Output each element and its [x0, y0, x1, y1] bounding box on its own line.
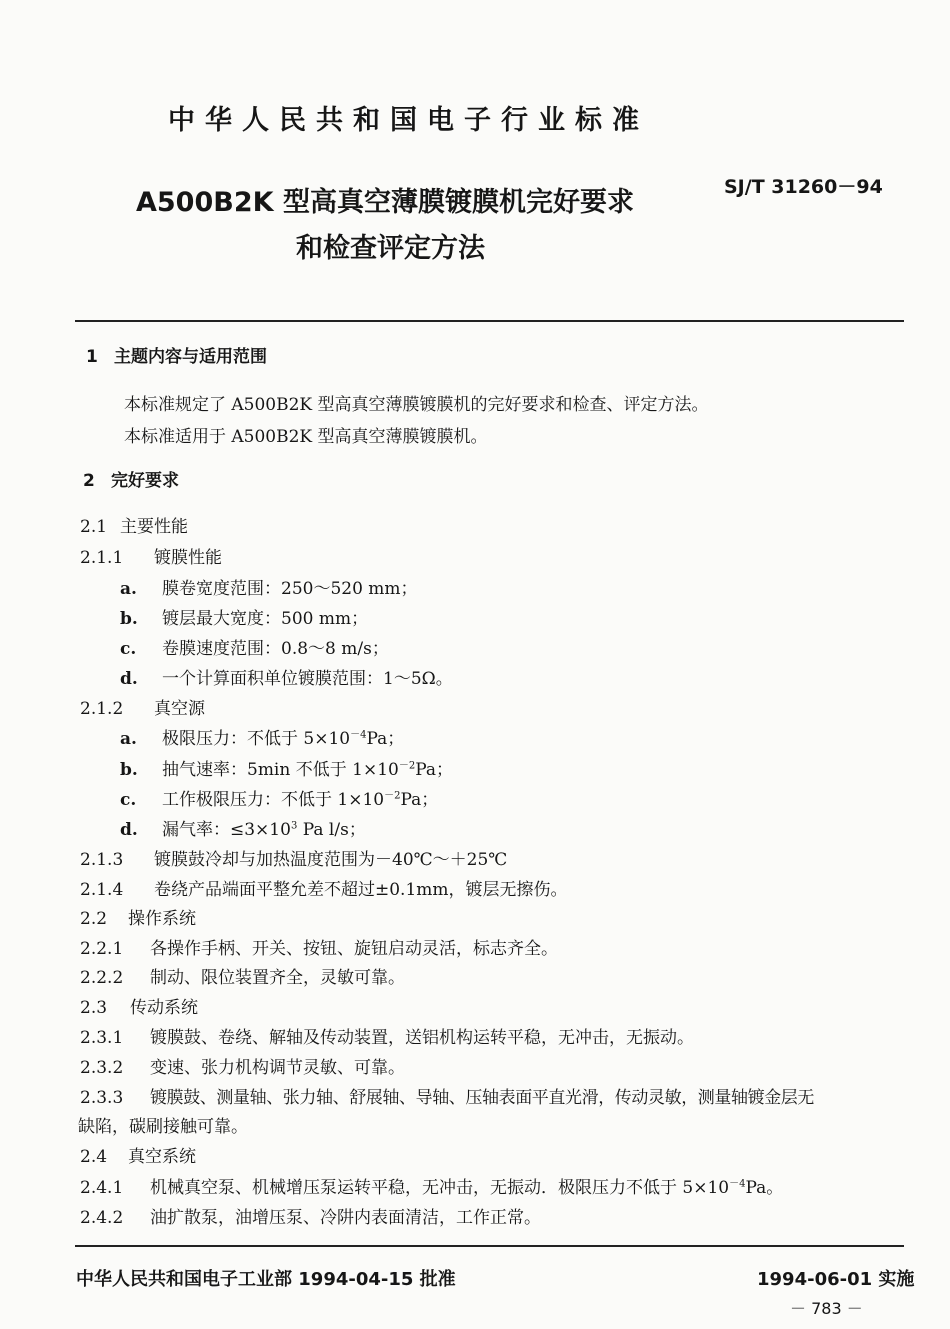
exponent: －4	[350, 729, 367, 741]
item-text: 镀层最大宽度：500 mm；	[162, 609, 369, 629]
approval-line: 中华人民共和国电子工业部 1994-04-15 批准	[76, 1269, 456, 1290]
clause-number: 2.2.1	[80, 939, 124, 959]
clause-text: 镀膜鼓冷却与加热温度范围为－40℃～＋25℃	[154, 850, 508, 870]
clause-text: 制动、限位装置齐全，灵敏可靠。	[150, 968, 405, 988]
clause-text: 镀膜鼓、卷绕、解轴及传动装置，送铝机构运转平稳，无冲击，无振动。	[150, 1028, 694, 1048]
clause-2-4-2	[80, 1203, 541, 1228]
clause-number: 2.4	[80, 1147, 108, 1167]
clause-number: 2.2	[80, 909, 108, 929]
exponent: 3	[290, 820, 298, 832]
clause-2-3	[80, 993, 198, 1018]
clause-2-1	[80, 512, 188, 537]
section-title: 主题内容与适用范围	[114, 347, 267, 367]
effective-date: 1994-06-01 实施	[757, 1269, 915, 1290]
list-item	[120, 664, 453, 689]
clause-number: 2.1.3	[80, 850, 124, 870]
item-label: d.	[120, 820, 138, 840]
clause-2-1-1	[80, 543, 222, 568]
header-divider	[75, 320, 904, 322]
item-text: 卷膜速度范围：0.8～8 m/s；	[162, 639, 389, 659]
clause-2-2	[80, 904, 196, 929]
item-text: 漏气率：≤3×10	[162, 820, 291, 840]
clause-number: 2.1.4	[80, 880, 124, 900]
section-number: 1	[86, 347, 98, 367]
clause-title: 主要性能	[120, 517, 188, 537]
clause-number: 2.3.1	[80, 1028, 124, 1048]
clause-2-2-2	[80, 963, 405, 988]
clause-2-3-3-continuation: 缺陷，碳刷接触可靠。	[78, 1117, 248, 1137]
item-label: d.	[120, 669, 138, 689]
clause-text: 镀膜鼓、测量轴、张力轴、舒展轴、导轴、压轴表面平直光滑，传动灵敏，测量轴镀金层无	[150, 1088, 814, 1108]
item-unit: Pa l/s；	[297, 820, 366, 840]
clause-2-2-1	[80, 934, 558, 959]
clause-title: 操作系统	[128, 909, 196, 929]
list-item	[120, 815, 366, 840]
clause-title: 真空源	[154, 699, 205, 719]
item-label: c.	[120, 790, 137, 810]
section-1-paragraph-2: 本标准适用于 A500B2K 型高真空薄膜镀膜机。	[124, 427, 488, 447]
item-unit: Pa；	[366, 729, 405, 749]
clause-text: 油扩散泵，油增压泵、冷阱内表面清洁，工作正常。	[150, 1208, 541, 1228]
clause-2-3-3	[80, 1083, 814, 1108]
item-text: 抽气速率：5min 不低于 1×10	[162, 760, 399, 780]
item-label: a.	[120, 729, 137, 749]
section-number: 2	[83, 471, 95, 491]
clause-text: 变速、张力机构调节灵敏、可靠。	[150, 1058, 405, 1078]
list-item	[120, 574, 418, 599]
list-item	[120, 604, 368, 629]
exponent: －4	[729, 1178, 746, 1190]
clause-unit: Pa。	[745, 1178, 784, 1198]
clause-number: 2.3.2	[80, 1058, 124, 1078]
clause-number: 2.3	[80, 998, 108, 1018]
clause-text: 机械真空泵、机械增压泵运转平稳，无冲击，无振动．极限压力不低于 5×10	[150, 1178, 730, 1198]
section-1-paragraph-1: 本标准规定了 A500B2K 型高真空薄膜镀膜机的完好要求和检查、评定方法。	[124, 395, 709, 415]
section-1-heading	[86, 342, 267, 367]
clause-number: 2.2.2	[80, 968, 124, 988]
clause-2-1-4	[80, 875, 568, 900]
item-text: 一个计算面积单位镀膜范围：1～5Ω。	[162, 669, 453, 689]
section-2-heading	[83, 466, 179, 491]
exponent: －2	[384, 790, 401, 802]
clause-text: 各操作手柄、开关、按钮、旋钮启动灵活，标志齐全。	[150, 939, 558, 959]
item-label: b.	[120, 760, 138, 780]
list-item	[120, 724, 404, 749]
clause-2-4-1	[80, 1173, 783, 1198]
item-label: c.	[120, 639, 137, 659]
item-unit: Pa；	[415, 760, 454, 780]
list-item	[120, 634, 389, 659]
clause-title: 真空系统	[128, 1147, 196, 1167]
org-standard-heading: 中华人民共和国电子行业标准	[168, 105, 649, 136]
clause-2-4	[80, 1142, 196, 1167]
item-text: 极限压力：不低于 5×10	[162, 729, 351, 749]
clause-2-3-1	[80, 1023, 694, 1048]
standard-code: SJ/T 31260－94	[724, 176, 883, 198]
exponent: －2	[398, 760, 416, 772]
footer-divider	[75, 1245, 904, 1247]
page-number: － 783 －	[790, 1299, 863, 1318]
clause-number: 2.3.3	[80, 1088, 124, 1108]
clause-number: 2.1.2	[80, 699, 124, 719]
clause-number: 2.1	[80, 517, 108, 537]
item-text: 工作极限压力：不低于 1×10	[162, 790, 385, 810]
item-label: a.	[120, 579, 137, 599]
document-title-line1: A500B2K 型高真空薄膜镀膜机完好要求	[136, 187, 634, 218]
clause-number: 2.1.1	[80, 548, 124, 568]
clause-title: 镀膜性能	[154, 548, 222, 568]
list-item	[120, 785, 438, 810]
clause-2-1-2	[80, 694, 205, 719]
document-title-line2: 和检查评定方法	[296, 233, 485, 264]
item-label: b.	[120, 609, 138, 629]
clause-text: 卷绕产品端面平整允差不超过±0.1mm，镀层无擦伤。	[154, 880, 568, 900]
item-unit: Pa；	[400, 790, 439, 810]
section-title: 完好要求	[111, 471, 179, 491]
clause-2-3-2	[80, 1053, 405, 1078]
clause-number: 2.4.1	[80, 1178, 124, 1198]
list-item	[120, 755, 453, 780]
clause-title: 传动系统	[130, 998, 198, 1018]
item-text: 膜卷宽度范围：250～520 mm；	[162, 579, 418, 599]
clause-number: 2.4.2	[80, 1208, 124, 1228]
clause-2-1-3	[80, 845, 507, 870]
